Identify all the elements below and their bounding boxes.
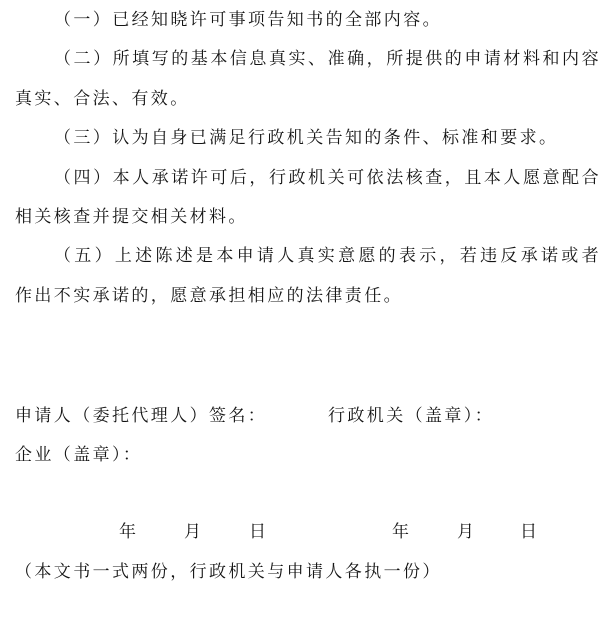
commitment-line: （二）所填写的基本信息真实、准确，所提供的申请材料和内容 bbox=[54, 49, 601, 70]
date-month-label: 月 bbox=[457, 522, 477, 542]
commitment-item-5 bbox=[15, 237, 601, 316]
applicant-signature-label: 申请人（委托代理人）签名： bbox=[15, 406, 268, 426]
commitment-item-3 bbox=[15, 119, 601, 158]
commitment-line: （五）上述陈述是本申请人真实意愿的表示，若违反承诺或者 bbox=[54, 246, 601, 267]
enterprise-seal-label: 企业（盖章）： bbox=[15, 445, 143, 465]
commitment-item-1 bbox=[15, 1, 601, 40]
signature-row bbox=[0, 397, 614, 437]
authority-date bbox=[0, 513, 614, 553]
commitment-list bbox=[15, 1, 601, 316]
footer-note: （本文书一式两份，行政机关与申请人各执一份） bbox=[15, 562, 442, 582]
commitment-item-4 bbox=[15, 159, 601, 238]
date-row bbox=[0, 513, 614, 553]
commitment-line: 真实、合法、有效。 bbox=[15, 88, 190, 109]
commitment-line: 作出不实承诺的，愿意承担相应的法律责任。 bbox=[15, 285, 403, 306]
date-day-label: 日 bbox=[520, 522, 540, 542]
date-year-label: 年 bbox=[392, 522, 412, 542]
date-year-label: 年 bbox=[119, 522, 139, 542]
commitment-line: （一）已经知晓许可事项告知书的全部内容。 bbox=[54, 10, 442, 30]
commitment-line: 相关核查并提交相关材料。 bbox=[15, 206, 248, 227]
commitment-line: （四）本人承诺许可后，行政机关可依法核查，且本人愿意配合 bbox=[54, 167, 601, 188]
commitment-item-2 bbox=[15, 40, 601, 119]
authority-seal-label: 行政机关（盖章）： bbox=[328, 406, 495, 426]
date-day-label: 日 bbox=[249, 522, 269, 542]
date-month-label: 月 bbox=[184, 522, 204, 542]
commitment-line: （三）认为自身已满足行政机关告知的条件、标准和要求。 bbox=[54, 128, 559, 149]
